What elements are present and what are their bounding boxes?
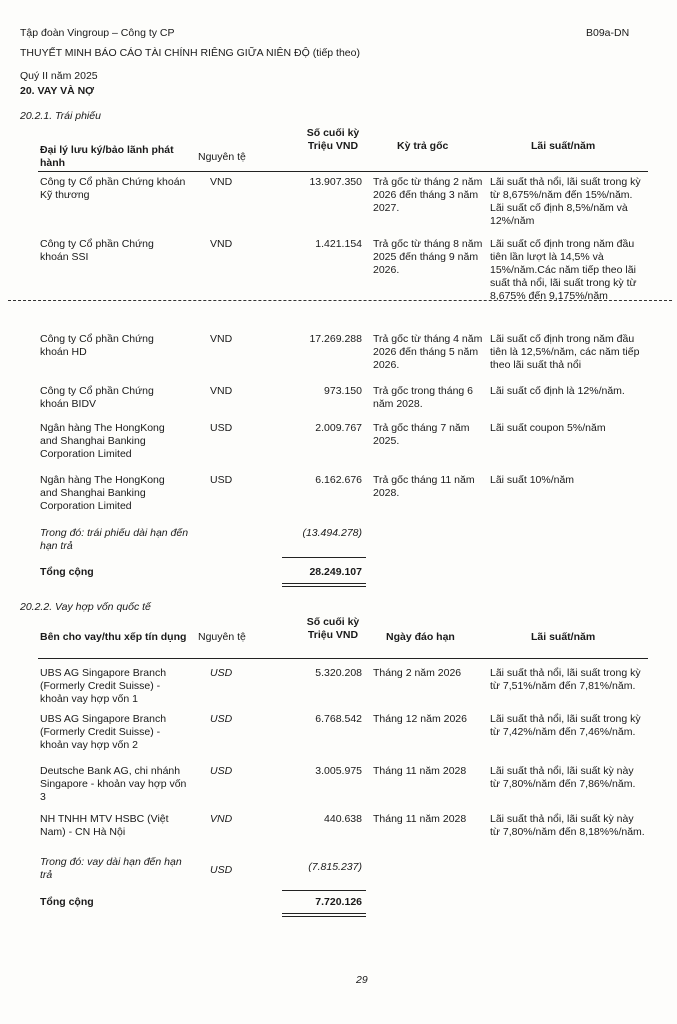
loans-total-value: 7.720.126 [315, 896, 362, 908]
bonds-total-rule-top [282, 557, 366, 558]
table-row: UBS AG Singapore Branch (Formerly Credit Suisse) - khoản vay hợp vốn 2 [40, 713, 167, 751]
company-name: Tập đoàn Vingroup – Công ty CP [20, 27, 175, 39]
bond-repay: Trả gốc trong tháng 6 năm 2028. [373, 385, 474, 410]
loans-col-rate: Lãi suất/năm [531, 631, 596, 643]
bond-balance: 2.009.767 [315, 422, 362, 434]
loan-maturity: Tháng 11 năm 2028 [373, 813, 467, 825]
bonds-col-repay: Kỳ trả gốc [397, 140, 449, 152]
bond-repay: Trả gốc từ tháng 4 năm 2026 đến tháng 5 năm 2026. [373, 333, 483, 371]
loan-maturity: Tháng 11 năm 2028 [373, 765, 467, 777]
form-code: B09a-DN [586, 27, 630, 39]
bond-repay: Trả gốc tháng 7 năm 2025. [373, 422, 470, 447]
bond-repay: Trả gốc từ tháng 2 năm 2026 đến tháng 3 năm 2027. [373, 176, 483, 214]
bond-balance: 973.150 [324, 385, 362, 397]
bonds-header-rule [38, 171, 648, 172]
loan-rate: Lãi suất thả nổi, lãi suất trong kỳ từ 7,51%/năm đến 7,81%/năm. [490, 667, 641, 692]
loans-col-lender: Bên cho vay/thu xếp tín dụng [40, 631, 187, 643]
bond-rate: Lãi suất 10%/năm [490, 474, 575, 486]
bonds-subtitle: 20.2.1. Trái phiếu [20, 110, 101, 122]
bond-currency: USD [210, 474, 233, 486]
loan-balance: 3.005.975 [315, 765, 362, 777]
bond-rate: Lãi suất cố định trong năm đầu tiên lần lượt là 14,5% và 15%/năm.Các năm tiếp theo lãi suất thả nổi, lãi suất trong kỳ từ 8,675% đến 9,175%/năm [490, 238, 637, 302]
bond-balance: 1.421.154 [315, 238, 362, 250]
table-row: Công ty Cổ phần Chứng khoán SSI [40, 238, 154, 263]
bond-currency: VND [210, 385, 233, 397]
bonds-longterm-value: (13.494.278) [302, 527, 362, 539]
loan-rate: Lãi suất thả nổi, lãi suất kỳ này từ 7,80%/năm đến 8,18%%/năm. [490, 813, 645, 838]
page-break-line [8, 300, 672, 301]
table-row: Công ty Cổ phần Chứng khoán BIDV [40, 385, 154, 410]
bonds-total-rule-1 [282, 583, 366, 584]
loan-rate: Lãi suất thả nổi, lãi suất kỳ này từ 7,80%/năm đến 7,86%/năm. [490, 765, 636, 790]
table-row: Ngân hàng The HongKong and Shanghai Banking Corporation Limited [40, 422, 165, 460]
bonds-col-rate: Lãi suất/năm [531, 140, 596, 152]
bonds-longterm-label: Trong đó: trái phiếu dài hạn đến hạn trả [40, 527, 189, 552]
loans-header-rule [38, 658, 648, 659]
bond-rate: Lãi suất cố định là 12%/năm. [490, 385, 625, 397]
bond-currency: VND [210, 333, 233, 345]
loans-longterm-label: Trong đó: vay dài hạn đến hạn trả [40, 856, 182, 881]
loan-currency: USD [210, 713, 233, 725]
table-row: Công ty Cổ phần Chứng khoán Kỹ thương [40, 176, 186, 201]
loans-subtitle: 20.2.2. Vay hợp vốn quốc tế [20, 601, 151, 613]
loan-currency: VND [210, 813, 233, 825]
loans-total-rule-2 [282, 916, 366, 917]
bond-balance: 17.269.288 [309, 333, 362, 345]
loans-col-balance: Số cuối kỳ Triệu VND [306, 616, 360, 641]
bonds-total-rule-2 [282, 586, 366, 587]
loans-longterm-currency: USD [210, 864, 233, 876]
bonds-total-label: Tổng cộng [40, 566, 94, 578]
loans-col-currency: Nguyên tệ [198, 631, 246, 643]
bond-repay: Trả gốc từ tháng 8 năm 2025 đến tháng 9 năm 2026. [373, 238, 483, 276]
table-row: Deutsche Bank AG, chi nhánh Singapore - khoản vay hợp vốn 3 [40, 765, 187, 803]
loans-total-rule-1 [282, 913, 366, 914]
loan-currency: USD [210, 667, 233, 679]
bond-balance: 13.907.350 [309, 176, 362, 188]
report-title: THUYẾT MINH BÁO CÁO TÀI CHÍNH RIÊNG GIỮA NIÊN ĐỘ (tiếp theo) [20, 47, 360, 59]
bond-currency: USD [210, 422, 233, 434]
loan-rate: Lãi suất thả nổi, lãi suất trong kỳ từ 7,42%/năm đến 7,46%/năm. [490, 713, 641, 738]
page-number: 29 [356, 974, 368, 986]
bond-repay: Trả gốc tháng 11 năm 2028. [373, 474, 475, 499]
table-row: Công ty Cổ phần Chứng khoán HD [40, 333, 154, 358]
bond-rate: Lãi suất thả nổi, lãi suất trong kỳ từ 8,675%/năm đến 15%/năm. Lãi suất cố định 8,5%/năm và 12%/năm [490, 176, 641, 227]
bond-currency: VND [210, 238, 233, 250]
table-row: NH TNHH MTV HSBC (Việt Nam) - CN Hà Nội [40, 813, 169, 838]
bonds-col-balance: Số cuối kỳ Triệu VND [306, 127, 360, 152]
report-period: Quý II năm 2025 [20, 70, 98, 82]
bond-rate: Lãi suất cố định trong năm đầu tiên là 12,5%/năm, các năm tiếp theo lãi suất thả nổi [490, 333, 640, 371]
section-title: 20. VAY VÀ NỢ [20, 85, 95, 97]
loan-balance: 6.768.542 [315, 713, 362, 725]
bonds-col-agent: Đại lý lưu ký/bảo lãnh phát hành [40, 144, 174, 169]
loan-balance: 440.638 [324, 813, 362, 825]
bonds-total-value: 28.249.107 [309, 566, 362, 578]
loan-maturity: Tháng 12 năm 2026 [373, 713, 467, 725]
loans-total-label: Tổng cộng [40, 896, 94, 908]
bond-rate: Lãi suất coupon 5%/năm [490, 422, 606, 434]
loans-col-maturity: Ngày đáo hạn [386, 631, 455, 643]
bond-balance: 6.162.676 [315, 474, 362, 486]
loan-balance: 5.320.208 [315, 667, 362, 679]
bond-currency: VND [210, 176, 233, 188]
loans-total-rule-top [282, 890, 366, 891]
table-row: UBS AG Singapore Branch (Formerly Credit Suisse) - khoản vay hợp vốn 1 [40, 667, 167, 705]
loan-currency: USD [210, 765, 233, 777]
loans-longterm-value: (7.815.237) [308, 861, 362, 873]
bonds-col-currency: Nguyên tệ [198, 151, 246, 163]
loan-maturity: Tháng 2 năm 2026 [373, 667, 462, 679]
table-row: Ngân hàng The HongKong and Shanghai Banking Corporation Limited [40, 474, 165, 512]
